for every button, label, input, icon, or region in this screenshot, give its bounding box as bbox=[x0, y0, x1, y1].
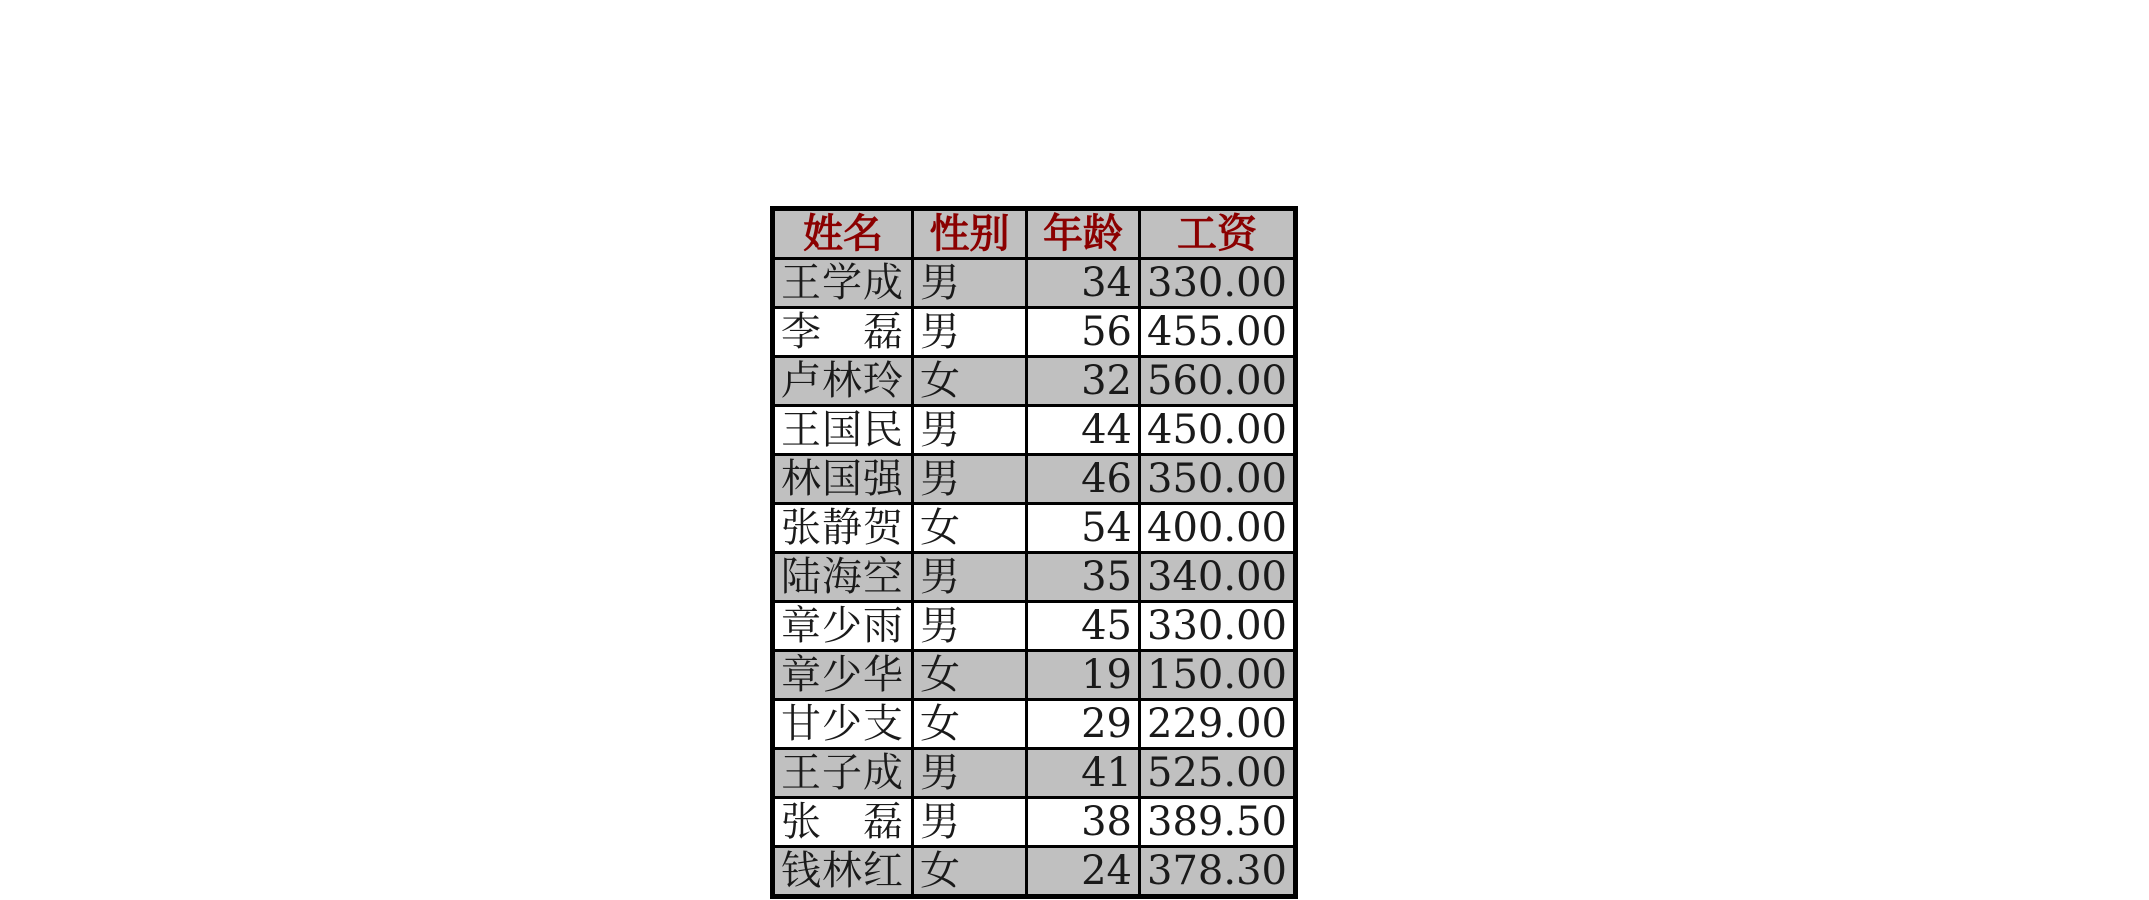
cell-name[interactable]: 卢林玲 bbox=[773, 357, 913, 406]
cell-age[interactable]: 38 bbox=[1027, 798, 1140, 847]
cell-salary[interactable]: 525.00 bbox=[1140, 749, 1296, 798]
cell-salary[interactable]: 450.00 bbox=[1140, 406, 1296, 455]
table-row bbox=[773, 357, 1296, 406]
cell-age[interactable]: 46 bbox=[1027, 455, 1140, 504]
cell-salary[interactable]: 350.00 bbox=[1140, 455, 1296, 504]
header-name[interactable]: 姓名 bbox=[773, 209, 913, 259]
cell-age[interactable]: 44 bbox=[1027, 406, 1140, 455]
cell-salary[interactable]: 378.30 bbox=[1140, 847, 1296, 897]
cell-salary[interactable]: 150.00 bbox=[1140, 651, 1296, 700]
table-row bbox=[773, 798, 1296, 847]
cell-gender[interactable]: 男 bbox=[913, 602, 1027, 651]
cell-name[interactable]: 王学成 bbox=[773, 259, 913, 308]
cell-age[interactable]: 19 bbox=[1027, 651, 1140, 700]
table-row bbox=[773, 455, 1296, 504]
cell-age[interactable]: 35 bbox=[1027, 553, 1140, 602]
header-gender[interactable]: 性别 bbox=[913, 209, 1027, 259]
cell-gender[interactable]: 女 bbox=[913, 504, 1027, 553]
cell-salary[interactable]: 455.00 bbox=[1140, 308, 1296, 357]
cell-gender[interactable]: 男 bbox=[913, 553, 1027, 602]
header-row bbox=[773, 209, 1296, 259]
cell-gender[interactable]: 男 bbox=[913, 749, 1027, 798]
cell-name[interactable]: 王国民 bbox=[773, 406, 913, 455]
cell-salary[interactable]: 330.00 bbox=[1140, 602, 1296, 651]
cell-name[interactable]: 王子成 bbox=[773, 749, 913, 798]
cell-gender[interactable]: 女 bbox=[913, 357, 1027, 406]
cell-gender[interactable]: 女 bbox=[913, 700, 1027, 749]
cell-gender[interactable]: 男 bbox=[913, 308, 1027, 357]
table-row bbox=[773, 504, 1296, 553]
table-row bbox=[773, 259, 1296, 308]
table-row bbox=[773, 651, 1296, 700]
cell-name[interactable]: 章少华 bbox=[773, 651, 913, 700]
cell-age[interactable]: 24 bbox=[1027, 847, 1140, 897]
cell-gender[interactable]: 女 bbox=[913, 651, 1027, 700]
cell-name[interactable]: 钱林红 bbox=[773, 847, 913, 897]
cell-gender[interactable]: 男 bbox=[913, 259, 1027, 308]
cell-salary[interactable]: 389.50 bbox=[1140, 798, 1296, 847]
cell-age[interactable]: 54 bbox=[1027, 504, 1140, 553]
cell-gender[interactable]: 男 bbox=[913, 798, 1027, 847]
cell-age[interactable]: 41 bbox=[1027, 749, 1140, 798]
cell-age[interactable]: 34 bbox=[1027, 259, 1140, 308]
table-row bbox=[773, 602, 1296, 651]
cell-age[interactable]: 29 bbox=[1027, 700, 1140, 749]
cell-gender[interactable]: 男 bbox=[913, 455, 1027, 504]
table-row bbox=[773, 406, 1296, 455]
cell-age[interactable]: 45 bbox=[1027, 602, 1140, 651]
cell-gender[interactable]: 男 bbox=[913, 406, 1027, 455]
cell-name[interactable]: 林国强 bbox=[773, 455, 913, 504]
cell-name[interactable]: 张 磊 bbox=[773, 798, 913, 847]
cell-name[interactable]: 李 磊 bbox=[773, 308, 913, 357]
cell-gender[interactable]: 女 bbox=[913, 847, 1027, 897]
cell-name[interactable]: 甘少支 bbox=[773, 700, 913, 749]
header-age[interactable]: 年龄 bbox=[1027, 209, 1140, 259]
cell-salary[interactable]: 330.00 bbox=[1140, 259, 1296, 308]
employee-table bbox=[770, 206, 1298, 899]
table-row bbox=[773, 308, 1296, 357]
cell-salary[interactable]: 229.00 bbox=[1140, 700, 1296, 749]
table-row bbox=[773, 749, 1296, 798]
cell-age[interactable]: 32 bbox=[1027, 357, 1140, 406]
table-row bbox=[773, 553, 1296, 602]
cell-name[interactable]: 陆海空 bbox=[773, 553, 913, 602]
table-row bbox=[773, 700, 1296, 749]
cell-name[interactable]: 张静贺 bbox=[773, 504, 913, 553]
cell-salary[interactable]: 560.00 bbox=[1140, 357, 1296, 406]
header-salary[interactable]: 工资 bbox=[1140, 209, 1296, 259]
table-row bbox=[773, 847, 1296, 897]
cell-salary[interactable]: 340.00 bbox=[1140, 553, 1296, 602]
cell-age[interactable]: 56 bbox=[1027, 308, 1140, 357]
cell-name[interactable]: 章少雨 bbox=[773, 602, 913, 651]
cell-salary[interactable]: 400.00 bbox=[1140, 504, 1296, 553]
